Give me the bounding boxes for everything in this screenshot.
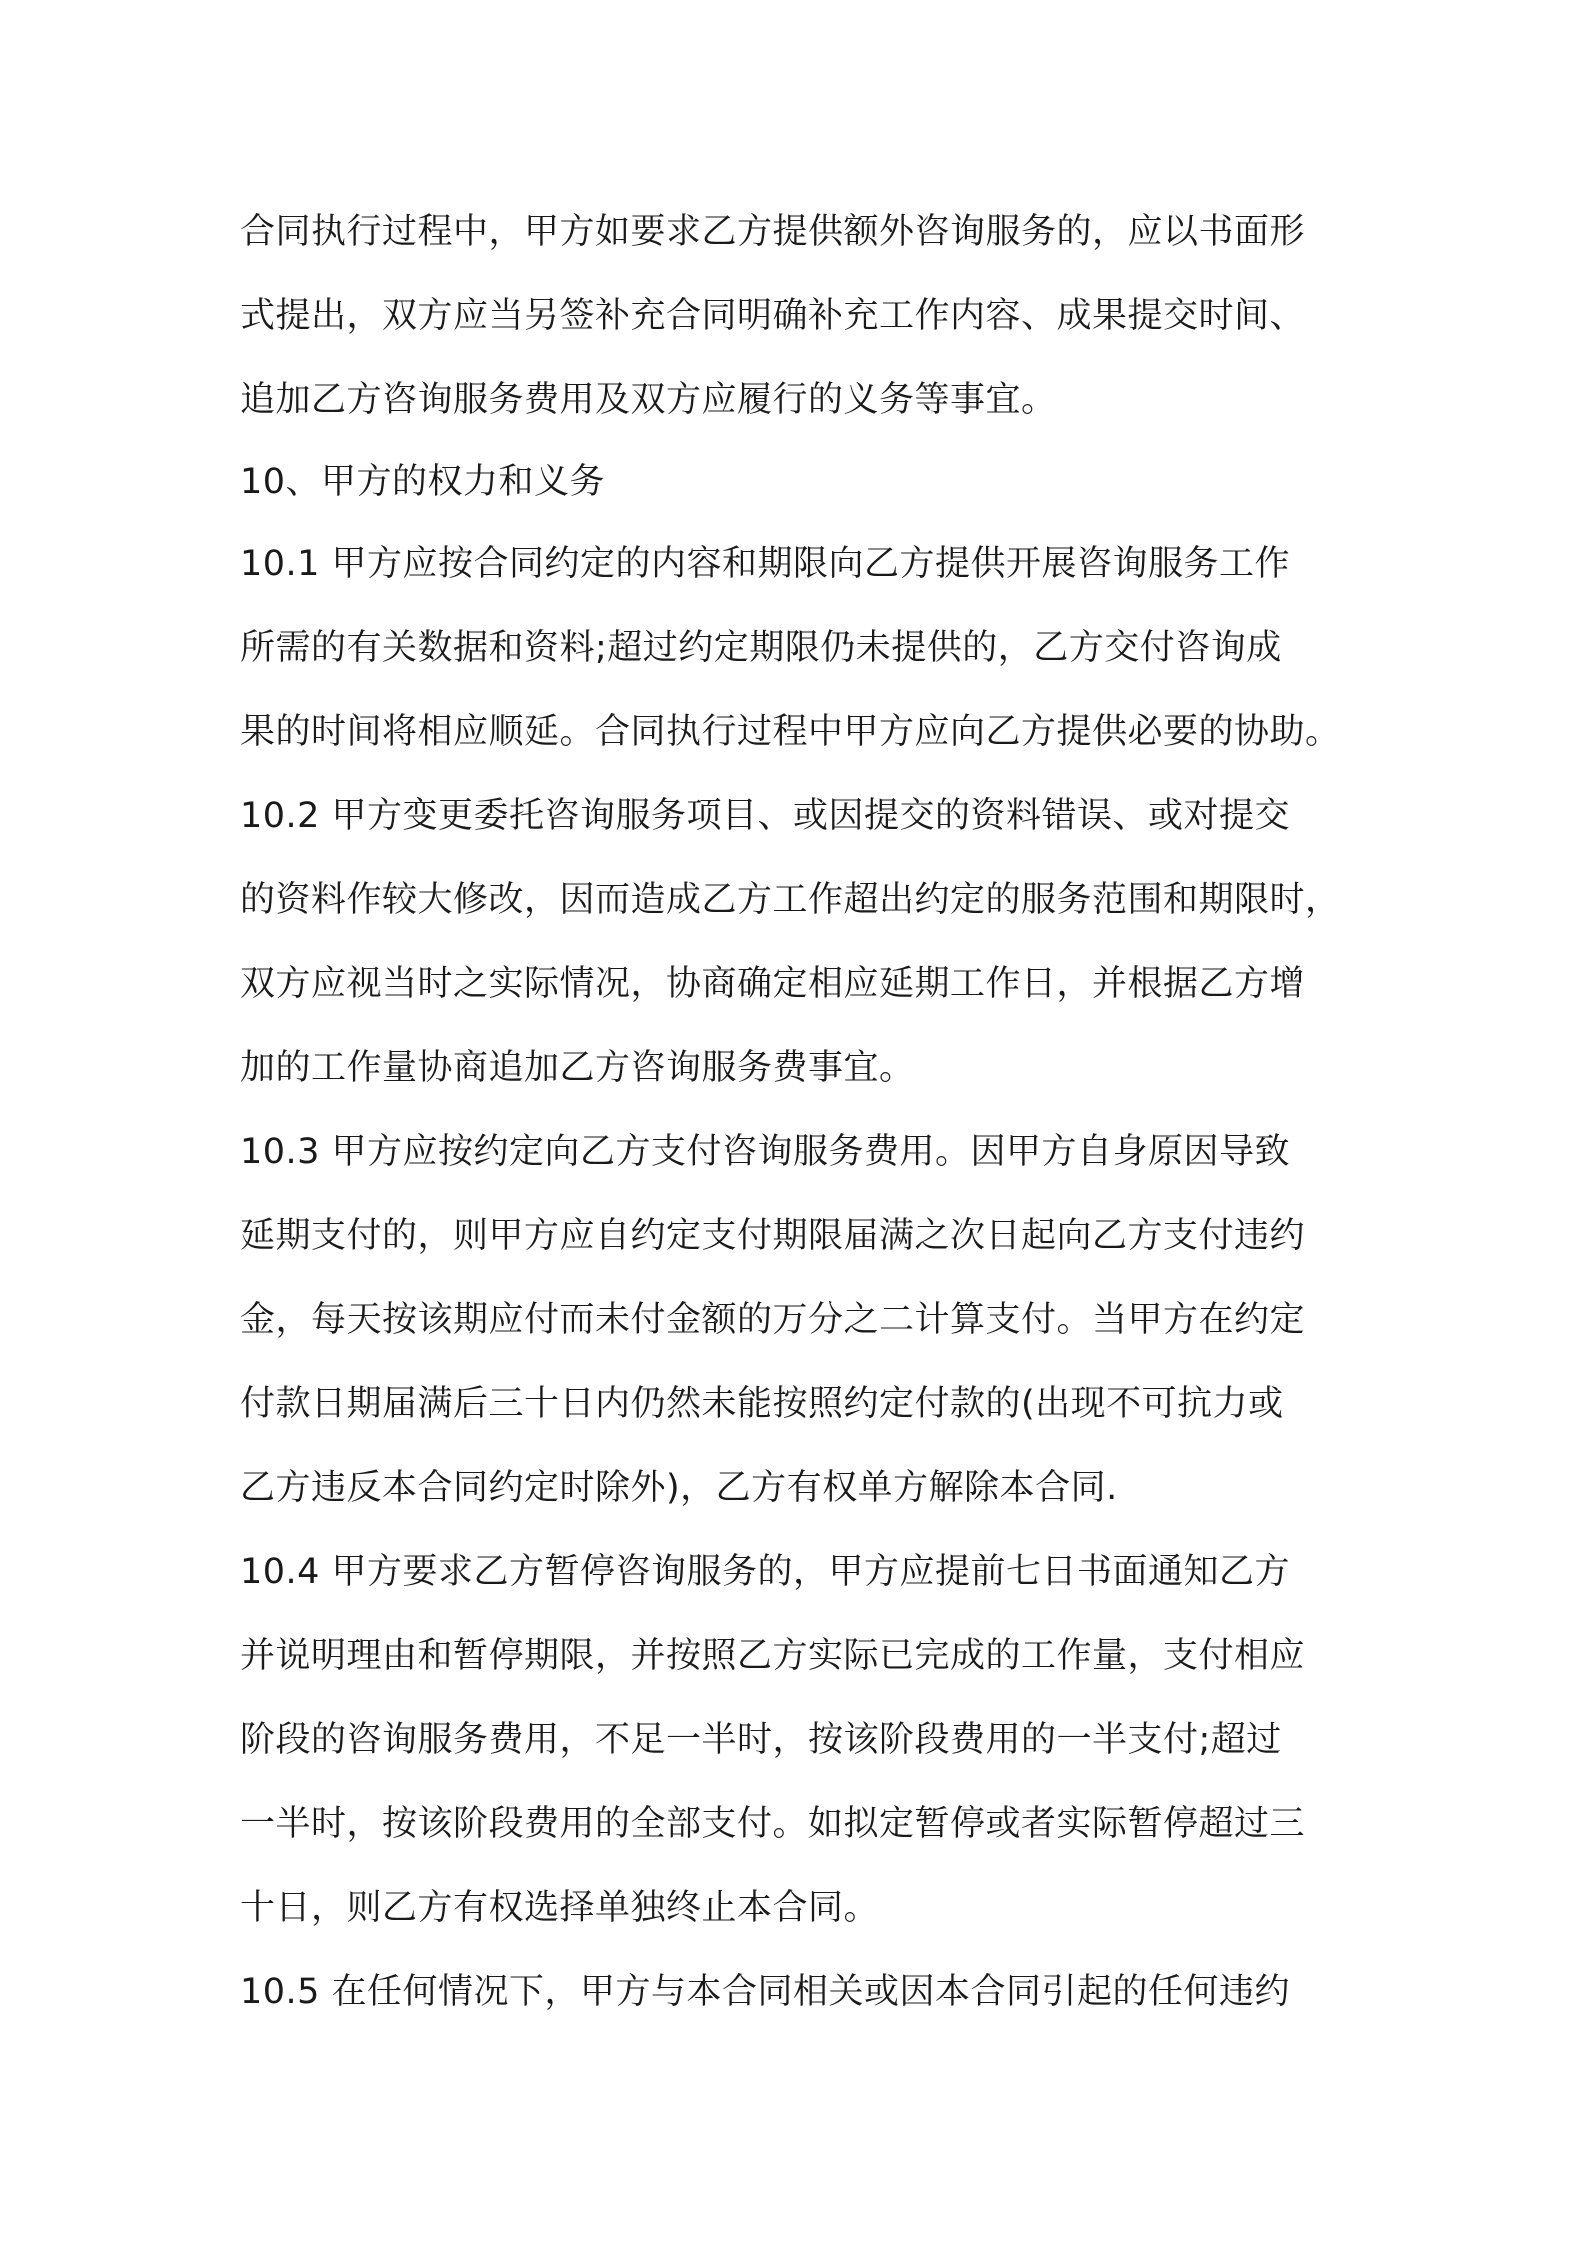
text-line: 双方应视当时之实际情况，协商确定相应延期工作日，并根据乙方增 [240,964,1306,1004]
text-line: 10.5 在任何情况下，甲方与本合同相关或因本合同引起的任何违约 [240,1972,1291,2012]
text-line: 付款日期届满后三十日内仍然未能按照约定付款的(出现不可抗力或 [240,1384,1284,1424]
text-line: 果的时间将相应顺延。合同执行过程中甲方应向乙方提供必要的协助。 [240,712,1341,752]
text-line: 式提出，双方应当另签补充合同明确补充工作内容、成果提交时间、 [240,296,1306,336]
text-line: 所需的有关数据和资料;超过约定期限仍未提供的，乙方交付咨询成 [240,628,1282,668]
text-line: 10.4 甲方要求乙方暂停咨询服务的，甲方应提前七日书面通知乙方 [240,1552,1291,1592]
text-line: 10.3 甲方应按约定向乙方支付咨询服务费用。因甲方自身原因导致 [240,1132,1291,1172]
section-heading: 10、甲方的权力和义务 [240,462,606,502]
text-line: 的资料作较大修改，因而造成乙方工作超出约定的服务范围和期限时， [240,880,1341,920]
text-line: 10.2 甲方变更委托咨询服务项目、或因提交的资料错误、或对提交 [240,796,1291,836]
text-line: 十日，则乙方有权选择单独终止本合同。 [240,1888,880,1928]
text-line: 加的工作量协商追加乙方咨询服务费事宜。 [240,1048,915,1088]
text-line: 阶段的咨询服务费用，不足一半时，按该阶段费用的一半支付;超过 [240,1720,1282,1760]
text-line: 追加乙方咨询服务费用及双方应履行的义务等事宜。 [240,380,1057,420]
text-line: 并说明理由和暂停期限，并按照乙方实际已完成的工作量，支付相应 [240,1636,1306,1676]
text-line: 合同执行过程中，甲方如要求乙方提供额外咨询服务的，应以书面形 [240,212,1306,252]
text-line: 10.1 甲方应按合同约定的内容和期限向乙方提供开展咨询服务工作 [240,544,1291,584]
text-line: 一半时，按该阶段费用的全部支付。如拟定暂停或者实际暂停超过三 [240,1804,1306,1844]
text-line: 乙方违反本合同约定时除外)，乙方有权单方解除本合同. [240,1468,1118,1508]
text-line: 金，每天按该期应付而未付金额的万分之二计算支付。当甲方在约定 [240,1300,1306,1340]
text-line: 延期支付的，则甲方应自约定支付期限届满之次日起向乙方支付违约 [240,1216,1306,1256]
